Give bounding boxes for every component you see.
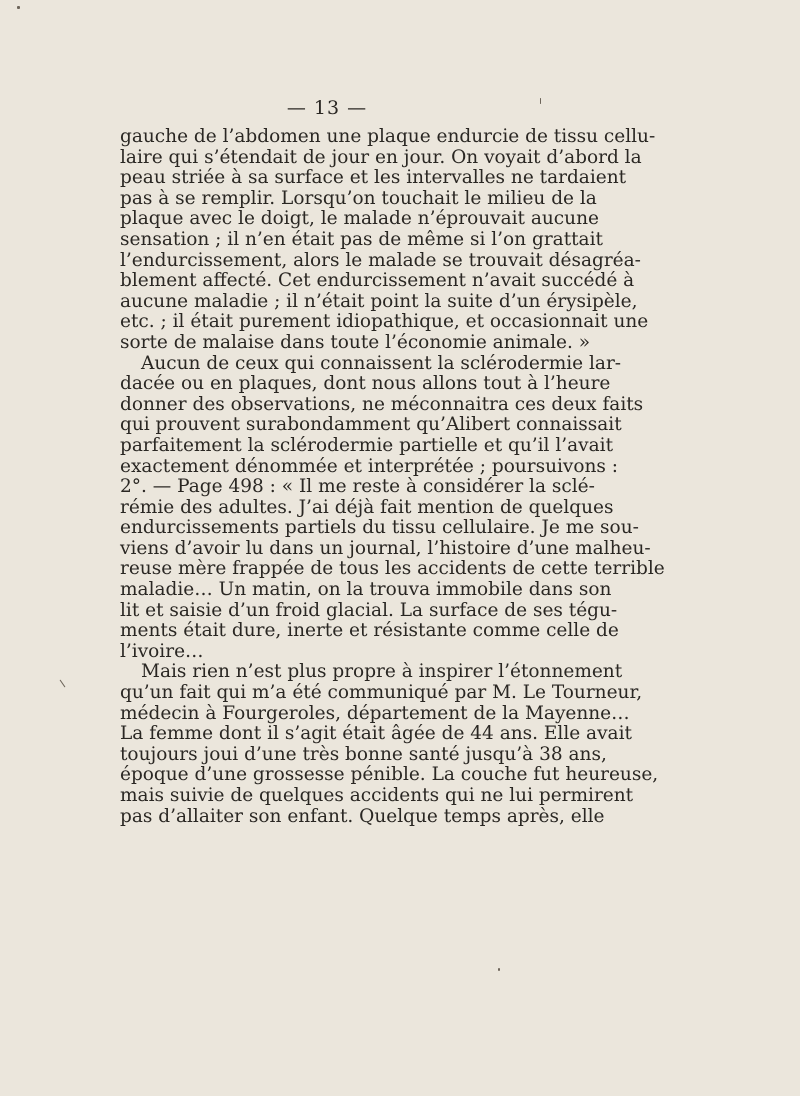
text-line: Aucun de ceux qui connaissent la sclérodermie lar- xyxy=(141,352,622,374)
text-line: blement affecté. Cet endurcissement n’avait succédé à xyxy=(120,270,635,292)
text-line: l’endurcissement, alors le malade se trouvait désagréa- xyxy=(120,249,641,271)
text-line: donner des observations, ne méconnaitra ces deux faits xyxy=(120,393,644,415)
text-line: parfaitement la sclérodermie partielle et qu’il l’avait xyxy=(120,434,614,456)
paper-speck xyxy=(17,6,20,9)
page-number: — 13 — xyxy=(286,97,368,119)
text-line: peau striée à sa surface et les intervalles ne tardaient xyxy=(120,167,627,189)
text-line: qui prouvent surabondamment qu’Alibert connaissait xyxy=(120,414,622,436)
text-line: pas à se remplir. Lorsqu’on touchait le milieu de la xyxy=(120,187,597,209)
text-line: dacée ou en plaques, dont nous allons tout à l’heure xyxy=(120,373,611,395)
text-line: l’ivoire… xyxy=(120,640,204,662)
text-line: endurcissements partiels du tissu cellulaire. Je me sou- xyxy=(120,517,639,539)
paper-speck xyxy=(498,968,500,971)
text-line: maladie… Un matin, on la trouva immobile dans son xyxy=(120,579,612,601)
text-line: mais suivie de quelques accidents qui ne lui permirent xyxy=(120,785,634,806)
text-line: etc. ; il était purement idiopathique, et occasionnait une xyxy=(120,311,649,333)
text-line: époque d’une grossesse pénible. La couche fut heureuse, xyxy=(120,764,659,786)
text-line: plaque avec le doigt, le malade n’éprouvait aucune xyxy=(120,208,599,230)
text-line: La femme dont il s’agit était âgée de 44 ans. Elle avait xyxy=(120,723,632,745)
text-line: rémie des adultes. J’ai déjà fait mention de quelques xyxy=(120,496,614,518)
text-line: aucune maladie ; il n’était point la suite d’un érysipèle, xyxy=(120,290,638,312)
text-line: sorte de malaise dans toute l’économie animale. » xyxy=(120,331,591,353)
text-line: lit et saisie d’un froid glacial. La surface de ses tégu- xyxy=(120,599,618,621)
text-line: Mais rien n’est plus propre à inspirer l’étonnement xyxy=(141,661,623,683)
text-line: exactement dénommée et interprétée ; poursuivons : xyxy=(120,455,619,477)
text-line: laire qui s’étendait de jour en jour. On voyait d’abord la xyxy=(120,146,642,168)
text-line: toujours joui d’une très bonne santé jusqu’à 38 ans, xyxy=(120,743,607,765)
text-line: reuse mère frappée de tous les accidents de cette terrible xyxy=(120,558,665,580)
text-line: sensation ; il n’en était pas de même si l’on grattait xyxy=(120,228,603,250)
text-line: 2°. — Page 498 : « Il me reste à considérer la sclé- xyxy=(120,476,595,498)
text-line: qu’un fait qui m’a été communiqué par M. Le Tourneur, xyxy=(120,682,643,704)
text-line: viens d’avoir lu dans un journal, l’histoire d’une malheu- xyxy=(120,537,651,559)
paper-speck xyxy=(60,680,66,688)
text-line: gauche de l’abdomen une plaque endurcie de tissu cellu- xyxy=(120,126,656,147)
body-text xyxy=(120,126,665,827)
paper-speck xyxy=(540,98,541,104)
text-line: ments était dure, inerte et résistante comme celle de xyxy=(120,620,619,642)
text-line: pas d’allaiter son enfant. Quelque temps après, elle xyxy=(120,805,605,827)
text-line: médecin à Fourgeroles, département de la Mayenne… xyxy=(120,702,630,724)
